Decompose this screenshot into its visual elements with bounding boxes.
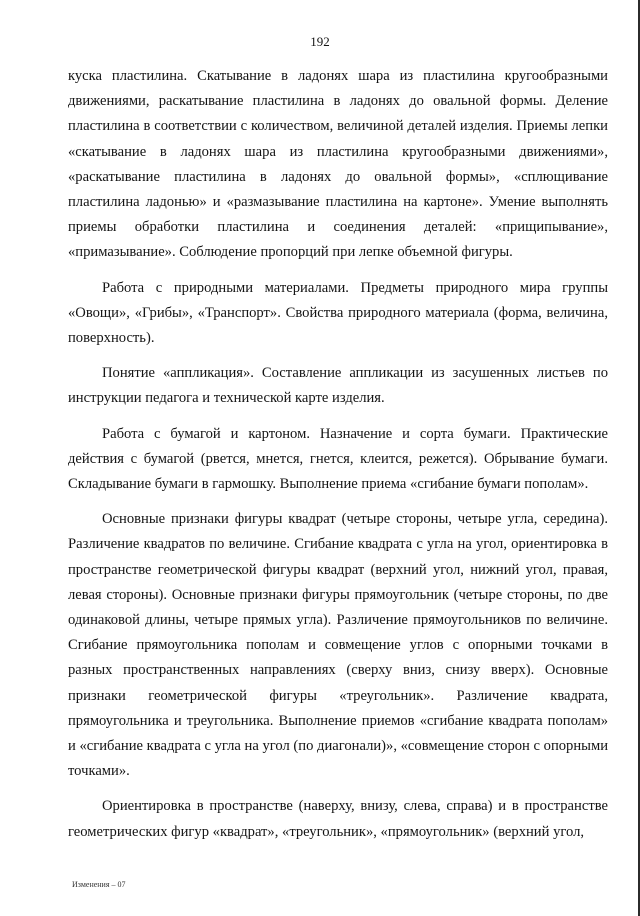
paragraph-geometric-figures: Основные признаки фигуры квадрат (четыре стороны, четыре угла, середина). Различение квадратов по величине. Сгибание квадрата с угла на угол, ориентировка в пространстве геометрической фигуры квадрат (верхний угол, нижний угол, правая, левая стороны). Основные признаки фигуры прямоугольник (четыре стороны, по две одинаковой длины, четыре прямых угла). Различение прямоугольников по величине. Сгибание прямоугольника пополам и совмещение углов с опорными точками в разных пространственных направлениях (сверху вниз, снизу вверх). Основные признаки геометрической фигуры «треугольник». Различение квадрата, прямоугольника и треугольника. Выполнение приемов «сгибание квадрата пополам» и «сгибание квадрата с угла на угол (по диагонали)», «совмещение сторон с опорными точками». <box>68 511 609 780</box>
revision-footer: Изменения – 07 <box>72 880 126 889</box>
page-number: 192 <box>310 34 330 49</box>
paragraph-plasticine-continuation: куска пластилина. Скатывание в ладонях шара из пластилина кругообразными движениями, раскатывание пластилина в ладонях до овальной формы. Деление пластилина в соответствии с количеством, величиной деталей изделия. Приемы лепки «скатывание в ладонях шара из пластилина кругообразными движениями», «раскатывание пластилина в ладонях до овальной формы», «сплющивание пластилина ладонью» и «размазывание пластилина на картоне». Умение выполнять приемы обработки пластилина и соединения деталей: «прищипывание», «примазывание». Соблюдение пропорций при лепке объемной фигуры. <box>68 68 608 261</box>
page-body-text <box>68 64 608 855</box>
paragraph-paper-cardboard: Работа с бумагой и картоном. Назначение и сорта бумаги. Практические действия с бумагой (рвется, мнется, гнется, клеится, режется). Обрывание бумаги. Складывание бумаги в гармошку. Выполнение приема «сгибание бумаги пополам». <box>68 425 608 493</box>
paragraph-spatial-orientation: Ориентировка в пространстве (наверху, внизу, слева, справа) и в пространстве геометрических фигур «квадрат», «треугольник», «прямоугольник» (верхний угол, <box>68 798 608 840</box>
paragraph-natural-materials: Работа с природными материалами. Предметы природного мира группы «Овощи», «Грибы», «Транспорт». Свойства природного материала (форма, величина, поверхность). <box>68 279 608 347</box>
paragraph-applique: Понятие «аппликация». Составление аппликации из засушенных листьев по инструкции педагога и технической карте изделия. <box>68 365 608 407</box>
